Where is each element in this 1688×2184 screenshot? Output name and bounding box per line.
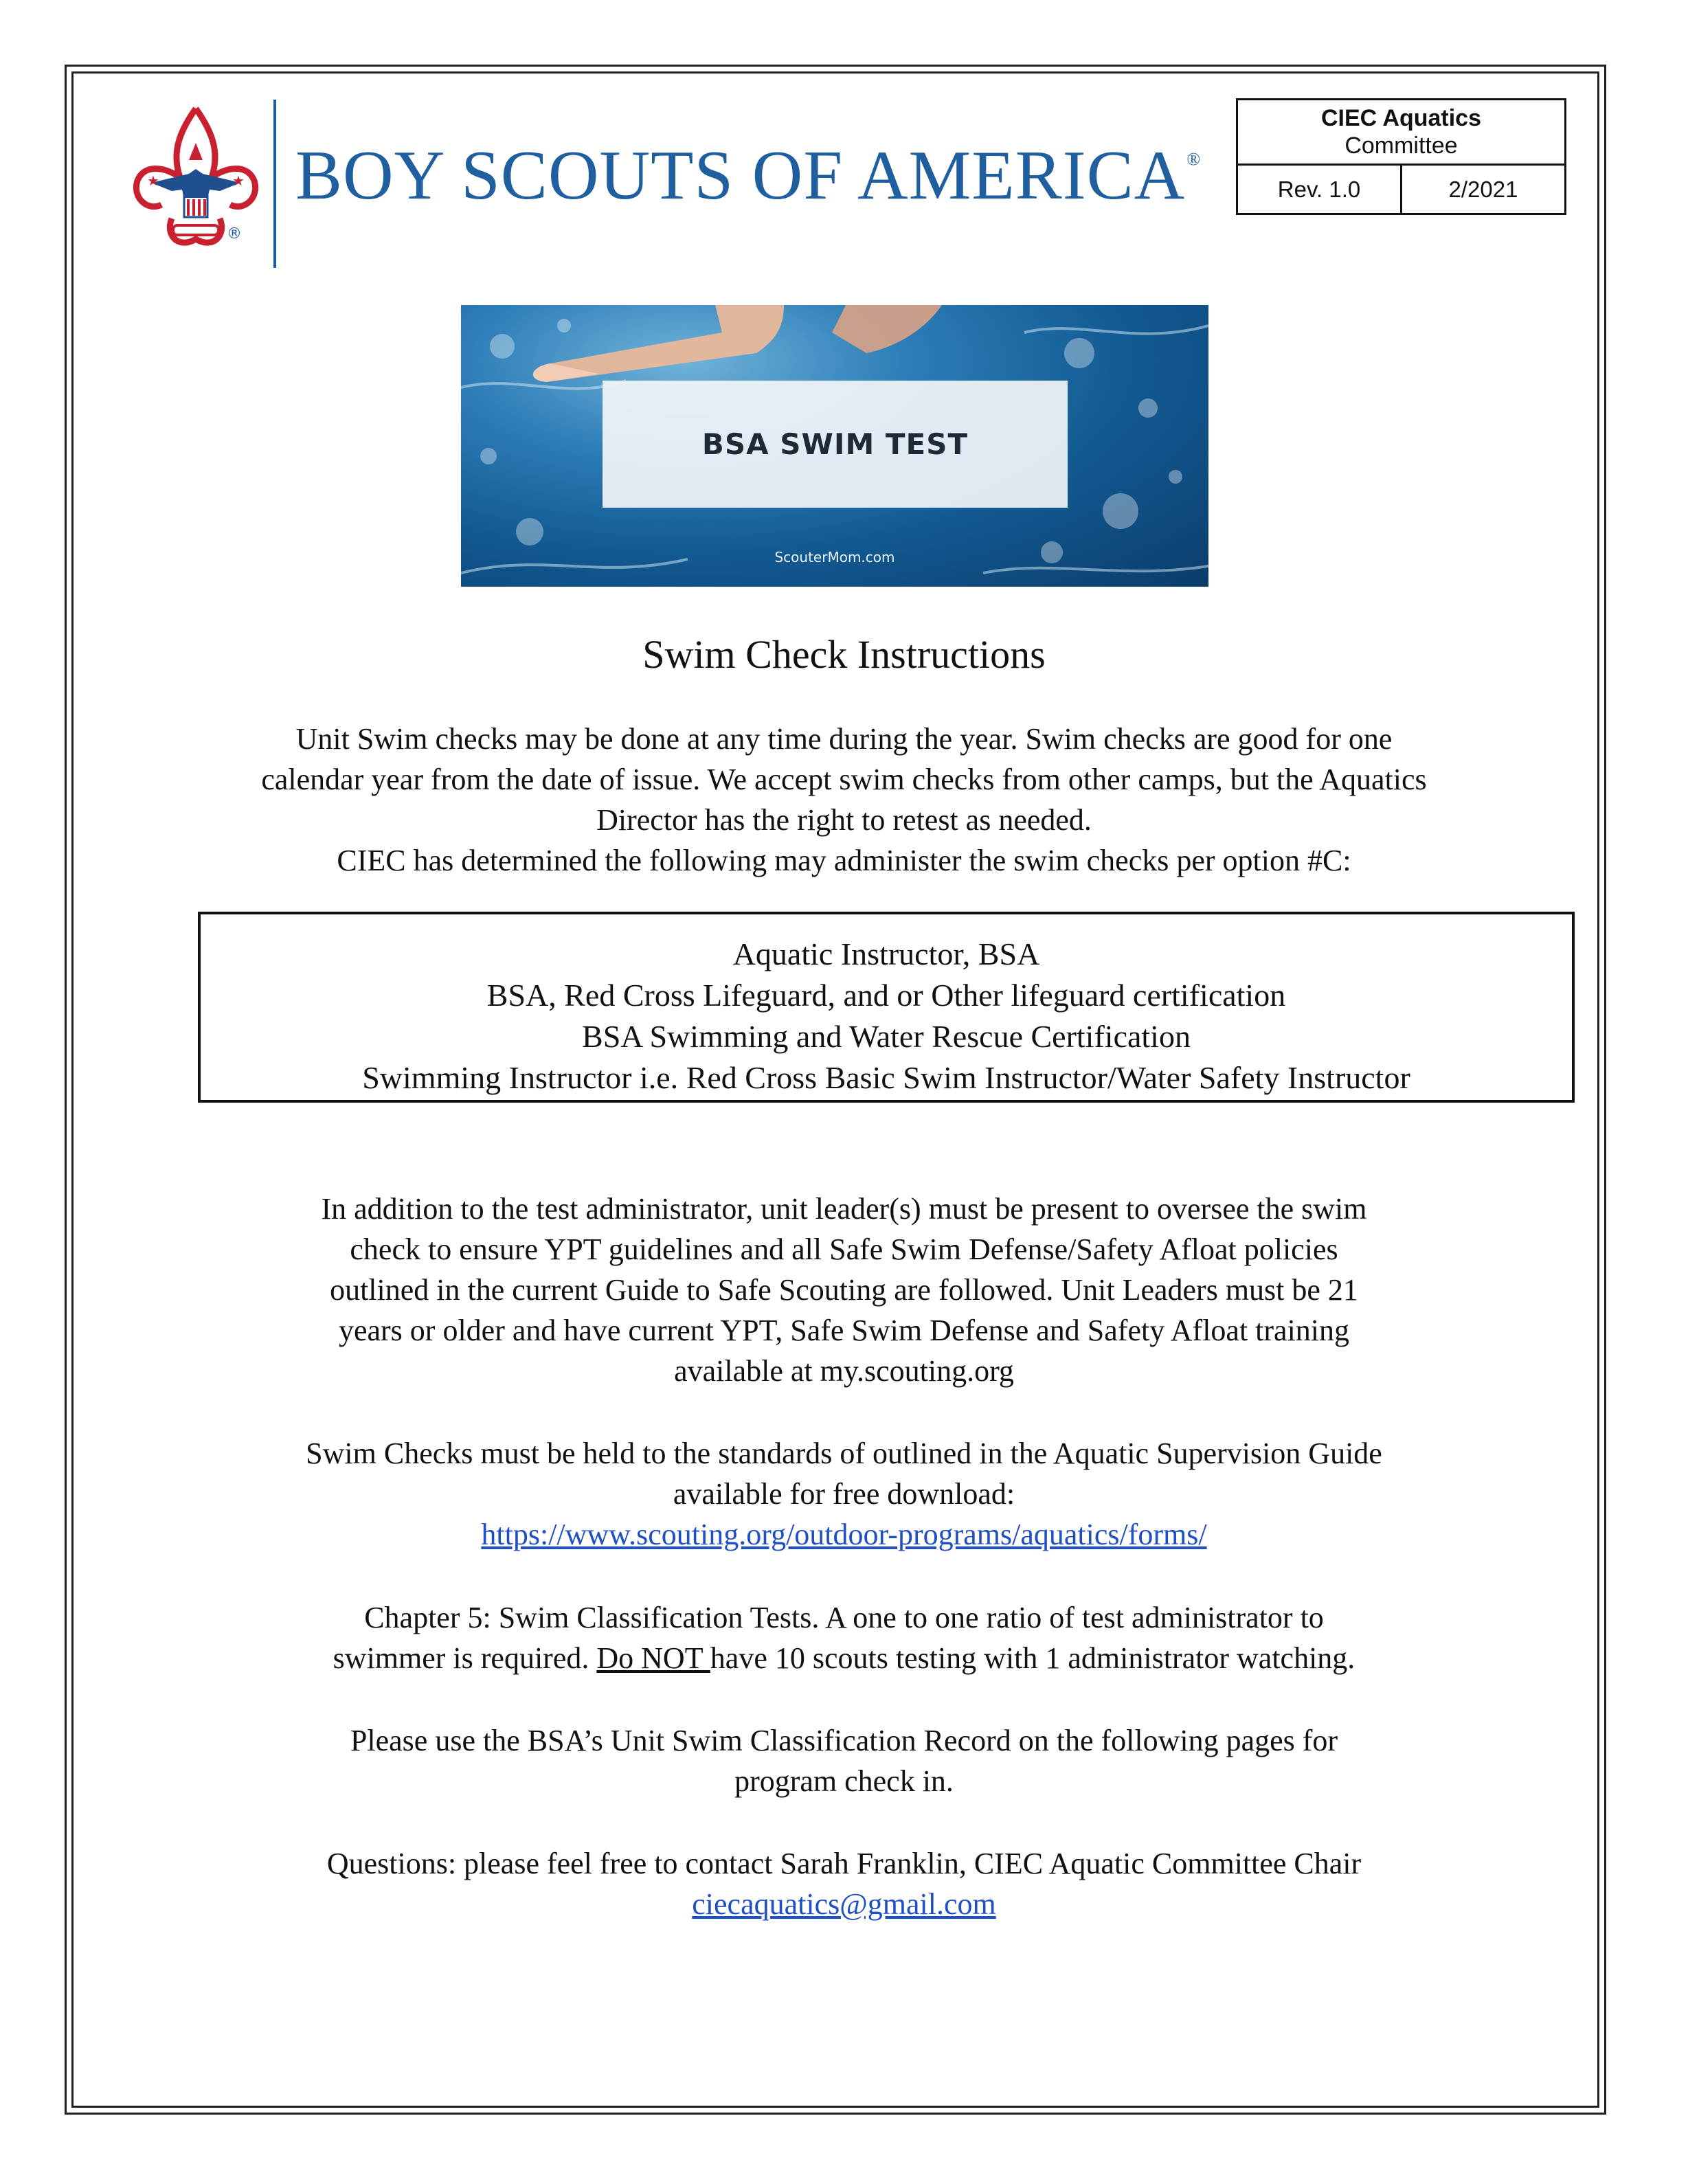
- record-line-1: Please use the BSA’s Unit Swim Classification Record on the following pages for: [350, 1724, 1338, 1757]
- contact-paragraph: [0, 1843, 1688, 1924]
- supervision-line-4: years or older and have current YPT, Safe Swim Defense and Safety Afloat training: [338, 1314, 1350, 1347]
- chapter-line-1: Chapter 5: Swim Classification Tests. A one to one ratio of test administrator to: [364, 1601, 1324, 1634]
- standards-line-2: available for free download:: [673, 1477, 1015, 1511]
- svg-text:★: ★: [232, 172, 245, 189]
- supervision-line-5: available at my.scouting.org: [674, 1354, 1014, 1388]
- logo-divider: [273, 100, 276, 268]
- revision-number: Rev. 1.0: [1238, 166, 1402, 213]
- intro-paragraph: [0, 719, 1688, 881]
- banner-credit: ScouterMom.com: [774, 549, 895, 565]
- chapter-line-2-start: swimmer is required.: [333, 1641, 597, 1675]
- record-line-2: program check in.: [734, 1764, 954, 1798]
- swim-test-banner-image: [461, 305, 1208, 587]
- bsa-fleur-de-lis-logo: [124, 102, 268, 267]
- banner-label: BSA SWIM TEST: [603, 381, 1068, 508]
- revision-box-header: [1238, 100, 1564, 166]
- certification-item: Swimming Instructor i.e. Red Cross Basic Swim Instructor/Water Safety Instructor: [362, 1060, 1410, 1095]
- intro-line-1: Unit Swim checks may be done at any time during the year. Swim checks are good for one: [295, 722, 1393, 756]
- brand-name: [295, 137, 1202, 214]
- logo-registered-mark: ®: [227, 225, 242, 243]
- revision-date: 2/2021: [1448, 177, 1518, 202]
- intro-line-2: calendar year from the date of issue. We accept swim checks from other camps, but the Aquatics: [261, 763, 1427, 796]
- supervision-line-2: check to ensure YPT guidelines and all Safe Swim Defense/Safety Afloat policies: [350, 1232, 1338, 1266]
- brand-registered-mark: ®: [1186, 149, 1202, 169]
- revision-box-subtitle: Committee: [1344, 133, 1458, 159]
- intro-line-3: Director has the right to retest as needed.: [596, 803, 1092, 837]
- contact-line-1: Questions: please feel free to contact Sarah Franklin, CIEC Aquatic Committee Chair: [326, 1847, 1362, 1880]
- supervision-line-1: In addition to the test administrator, unit leader(s) must be present to oversee the swim: [321, 1192, 1367, 1226]
- standards-paragraph: [0, 1433, 1688, 1555]
- revision-box-row: [1238, 166, 1564, 213]
- intro-line-4: CIEC has determined the following may administer the swim checks per option #C:: [337, 844, 1351, 877]
- record-paragraph: [0, 1720, 1688, 1801]
- aquatics-forms-link[interactable]: https://www.scouting.org/outdoor-programs/aquatics/forms/: [481, 1518, 1207, 1551]
- supervision-line-3: outlined in the current Guide to Safe Scouting are followed. Unit Leaders must be 21: [330, 1273, 1358, 1307]
- chapter-line-2-end: have 10 scouts testing with 1 administrator watching.: [710, 1641, 1355, 1675]
- brand-name-text: BOY SCOUTS OF AMERICA: [295, 137, 1186, 214]
- supervision-paragraph: [0, 1189, 1688, 1391]
- revision-box: [1236, 98, 1566, 215]
- svg-text:★: ★: [147, 172, 159, 189]
- contact-email-link[interactable]: ciecaquatics@gmail.com: [692, 1887, 996, 1921]
- page-title: Swim Check Instructions: [642, 632, 1046, 677]
- certification-item: BSA, Red Cross Lifeguard, and or Other lifeguard certification: [486, 978, 1286, 1013]
- certification-item: BSA Swimming and Water Rescue Certification: [582, 1019, 1191, 1054]
- revision-box-title: CIEC Aquatics: [1320, 105, 1481, 131]
- certification-item: Aquatic Instructor, BSA: [732, 936, 1040, 971]
- certifications-box: [198, 912, 1575, 1103]
- standards-line-1: Swim Checks must be held to the standards of outlined in the Aquatic Supervision Guide: [306, 1437, 1382, 1470]
- do-not-emphasis: Do NOT: [596, 1641, 710, 1675]
- chapter-line-2: [0, 1638, 1688, 1678]
- chapter-paragraph: [0, 1597, 1688, 1678]
